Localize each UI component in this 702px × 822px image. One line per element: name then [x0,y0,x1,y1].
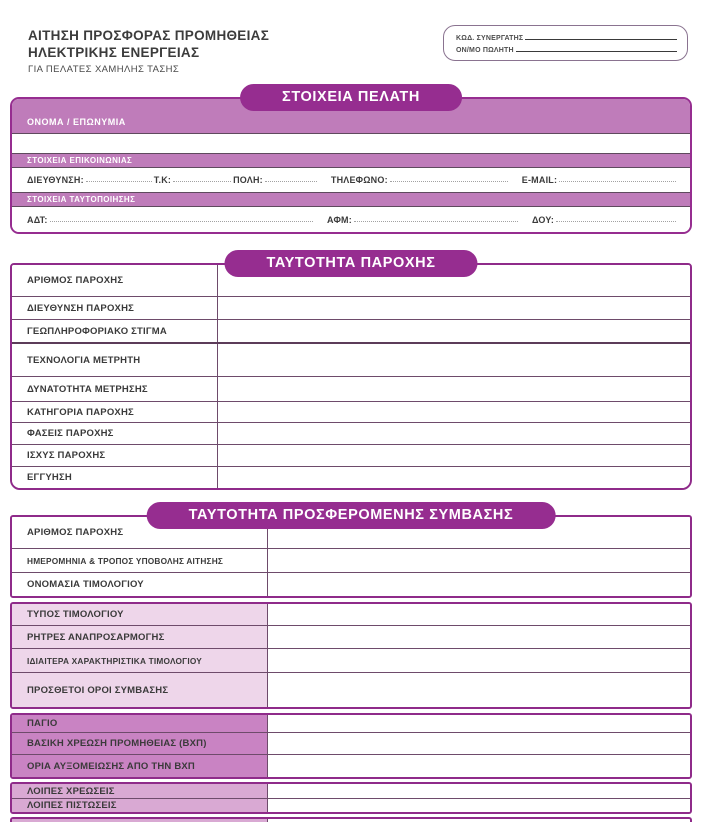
supply-section [10,250,692,490]
supply-table [10,263,692,490]
customer-name-input[interactable] [12,134,690,153]
table-row [12,648,690,672]
row-label: ΦΑΣΕΙΣ ΠΑΡΟΧΗΣ [12,423,217,444]
row-label: ΚΑΤΗΓΟΡΙΑ ΠΑΡΟΧΗΣ [12,402,217,422]
city-label: ΠΟΛΗ: [233,175,263,185]
supply-section-title: ΤΑΥΤΟΤΗΤΑ ΠΑΡΟΧΗΣ [224,250,477,277]
table-row [12,296,690,319]
table-row [12,625,690,648]
row-value-input[interactable] [217,320,690,342]
postal-field [154,175,233,185]
afm-input[interactable] [354,215,518,222]
adt-field [27,215,327,225]
afm-label: ΑΦΜ: [327,214,352,225]
afm-field [327,215,532,225]
row-label: ΤΕΧΝΟΛΟΓΙΑ ΜΕΤΡΗΤΗ [12,344,217,376]
city-field [233,175,319,185]
phone-label: ΤΗΛΕΦΩΝΟ: [330,175,388,185]
contract-table-charges [10,713,692,779]
phone-field [331,175,510,185]
row-value-input[interactable] [217,445,690,466]
table-row [12,798,690,812]
customer-box [10,97,692,234]
row-label: ΠΡΟΣΘΕΤΟΙ ΟΡΟΙ ΣΥΜΒΑΣΗΣ [12,673,267,707]
phone-input[interactable] [390,175,508,182]
row-label: ΛΟΙΠΕΣ ΧΡΕΩΣΕΙΣ [12,784,267,798]
address-label: ΔΙΕΥΘΥΝΣΗ: [27,175,84,185]
customer-section [10,84,692,234]
email-label: E-MAIL: [521,175,558,185]
id-header-band: ΣΤΟΙΧΕΙΑ ΤΑΥΤΟΠΟΙΗΣΗΣ [12,192,690,207]
row-label: ΔΥΝΑΤΟΤΗΤΑ ΜΕΤΡΗΣΗΣ [12,377,217,401]
row-label: ΑΡΙΘΜΟΣ ΠΑΡΟΧΗΣ [12,517,267,548]
table-row [12,548,690,572]
row-value-input[interactable] [217,297,690,319]
row-value-input[interactable] [267,755,690,777]
partner-code-label: ΚΩΔ. ΣΥΝΕΡΓΑΤΗΣ [456,35,524,43]
table-row [12,672,690,707]
doy-input[interactable] [556,215,676,222]
form-subtitle: ΓΙΑ ΠΕΛΑΤΕΣ ΧΑΜΗΛΗΣ ΤΑΣΗΣ [28,64,180,75]
postal-label: Τ.Κ: [153,175,172,185]
row-value-input[interactable] [267,673,690,707]
row-value-input[interactable] [217,423,690,444]
table-row [12,732,690,754]
partner-code-field [456,33,677,42]
table-row [12,319,690,342]
contract-section [10,502,692,822]
row-label: ΒΑΣΙΚΗ ΧΡΕΩΣΗ ΠΡΟΜΗΘΕΙΑΣ (ΒΧΠ) [12,733,267,754]
table-row [12,754,690,777]
seller-name-field [456,45,677,54]
row-value-input[interactable] [267,784,690,798]
table-row [12,422,690,444]
contact-header-band: ΣΤΟΙΧΕΙΑ ΕΠΙΚΟΙΝΩΝΙΑΣ [12,153,690,168]
table-row [12,466,690,488]
table-row [12,784,690,798]
adt-input[interactable] [50,215,313,222]
id-row [12,207,690,232]
row-value-input[interactable] [267,626,690,648]
partner-box [443,25,688,61]
contract-table-tariff [10,602,692,709]
email-field [522,175,678,185]
doy-label: ΔΟΥ: [532,214,555,225]
row-label: ΑΡΙΘΜΟΣ ΠΑΡΟΧΗΣ [12,265,217,296]
row-label: ΠΑΓΙΟ [12,715,267,732]
address-field [27,175,154,185]
table-row [12,401,690,422]
row-value-input[interactable] [267,573,690,596]
table-row [12,444,690,466]
next-section-cutoff [10,817,692,822]
row-value-input[interactable] [267,649,690,672]
table-row [12,604,690,625]
seller-name-input[interactable] [516,45,677,52]
row-value-input[interactable] [217,344,690,376]
row-label: ΡΗΤΡΕΣ ΑΝΑΠΡΟΣΑΡΜΟΓΗΣ [12,626,267,648]
row-label: ΙΣΧΥΣ ΠΑΡΟΧΗΣ [12,445,217,466]
contact-row [12,168,690,192]
row-label: ΓΕΩΠΛΗΡΟΦΟΡΙΑΚΟ ΣΤΙΓΜΑ [12,320,217,342]
row-value-input[interactable] [217,467,690,488]
row-label: ΤΥΠΟΣ ΤΙΜΟΛΟΓΙΟΥ [12,604,267,625]
row-label: ΙΔΙΑΙΤΕΡΑ ΧΑΡΑΚΤΗΡΙΣΤΙΚΑ ΤΙΜΟΛΟΓΙΟΥ [12,649,267,672]
table-row [12,715,690,732]
contract-section-title: ΤΑΥΤΟΤΗΤΑ ΠΡΟΣΦΕΡΟΜΕΝΗΣ ΣΥΜΒΑΣΗΣ [147,502,556,529]
table-row [12,376,690,401]
address-input[interactable] [86,175,152,182]
postal-input[interactable] [173,175,231,182]
city-input[interactable] [265,175,317,182]
form-title-line1: ΑΙΤΗΣΗ ΠΡΟΣΦΟΡΑΣ ΠΡΟΜΗΘΕΙΑΣ [28,28,270,43]
row-label: ΟΝΟΜΑΣΙΑ ΤΙΜΟΛΟΓΙΟΥ [12,573,267,596]
row-value-input[interactable] [267,549,690,572]
row-label: ΟΡΙΑ ΑΥΞΟΜΕΙΩΣΗΣ ΑΠΟ ΤΗΝ ΒΧΠ [12,755,267,777]
row-label: ΗΜΕΡΟΜΗΝΙΑ & ΤΡΟΠΟΣ ΥΠΟΒΟΛΗΣ ΑΙΤΗΣΗΣ [12,549,267,572]
seller-name-label: ΟΝ/ΜΟ ΠΩΛΗΤΗ [456,46,514,54]
row-label: ΔΙΕΥΘΥΝΣΗ ΠΑΡΟΧΗΣ [12,297,217,319]
row-value-input[interactable] [267,733,690,754]
table-row [12,572,690,596]
form-title [28,27,269,75]
row-value-input[interactable] [217,377,690,401]
doy-field [532,215,678,225]
adt-label: ΑΔΤ: [27,214,48,225]
row-value-input[interactable] [267,799,690,812]
table-row [12,342,690,376]
email-input[interactable] [559,175,676,182]
row-label: ΕΓΓΥΗΣΗ [12,467,217,488]
row-label: ΛΟΙΠΕΣ ΠΙΣΤΩΣΕΙΣ [12,799,267,812]
customer-section-title: ΣΤΟΙΧΕΙΑ ΠΕΛΑΤΗ [240,84,462,111]
partner-code-input[interactable] [525,33,677,40]
contract-table-other [10,782,692,814]
row-value-input[interactable] [217,402,690,422]
form-title-line2: ΗΛΕΚΤΡΙΚΗΣ ΕΝΕΡΓΕΙΑΣ [28,45,200,60]
row-value-input[interactable] [267,604,690,625]
customer-name-band: ΟΝΟΜΑ / ΕΠΩΝΥΜΙΑ [12,99,690,134]
row-value-input[interactable] [267,715,690,732]
